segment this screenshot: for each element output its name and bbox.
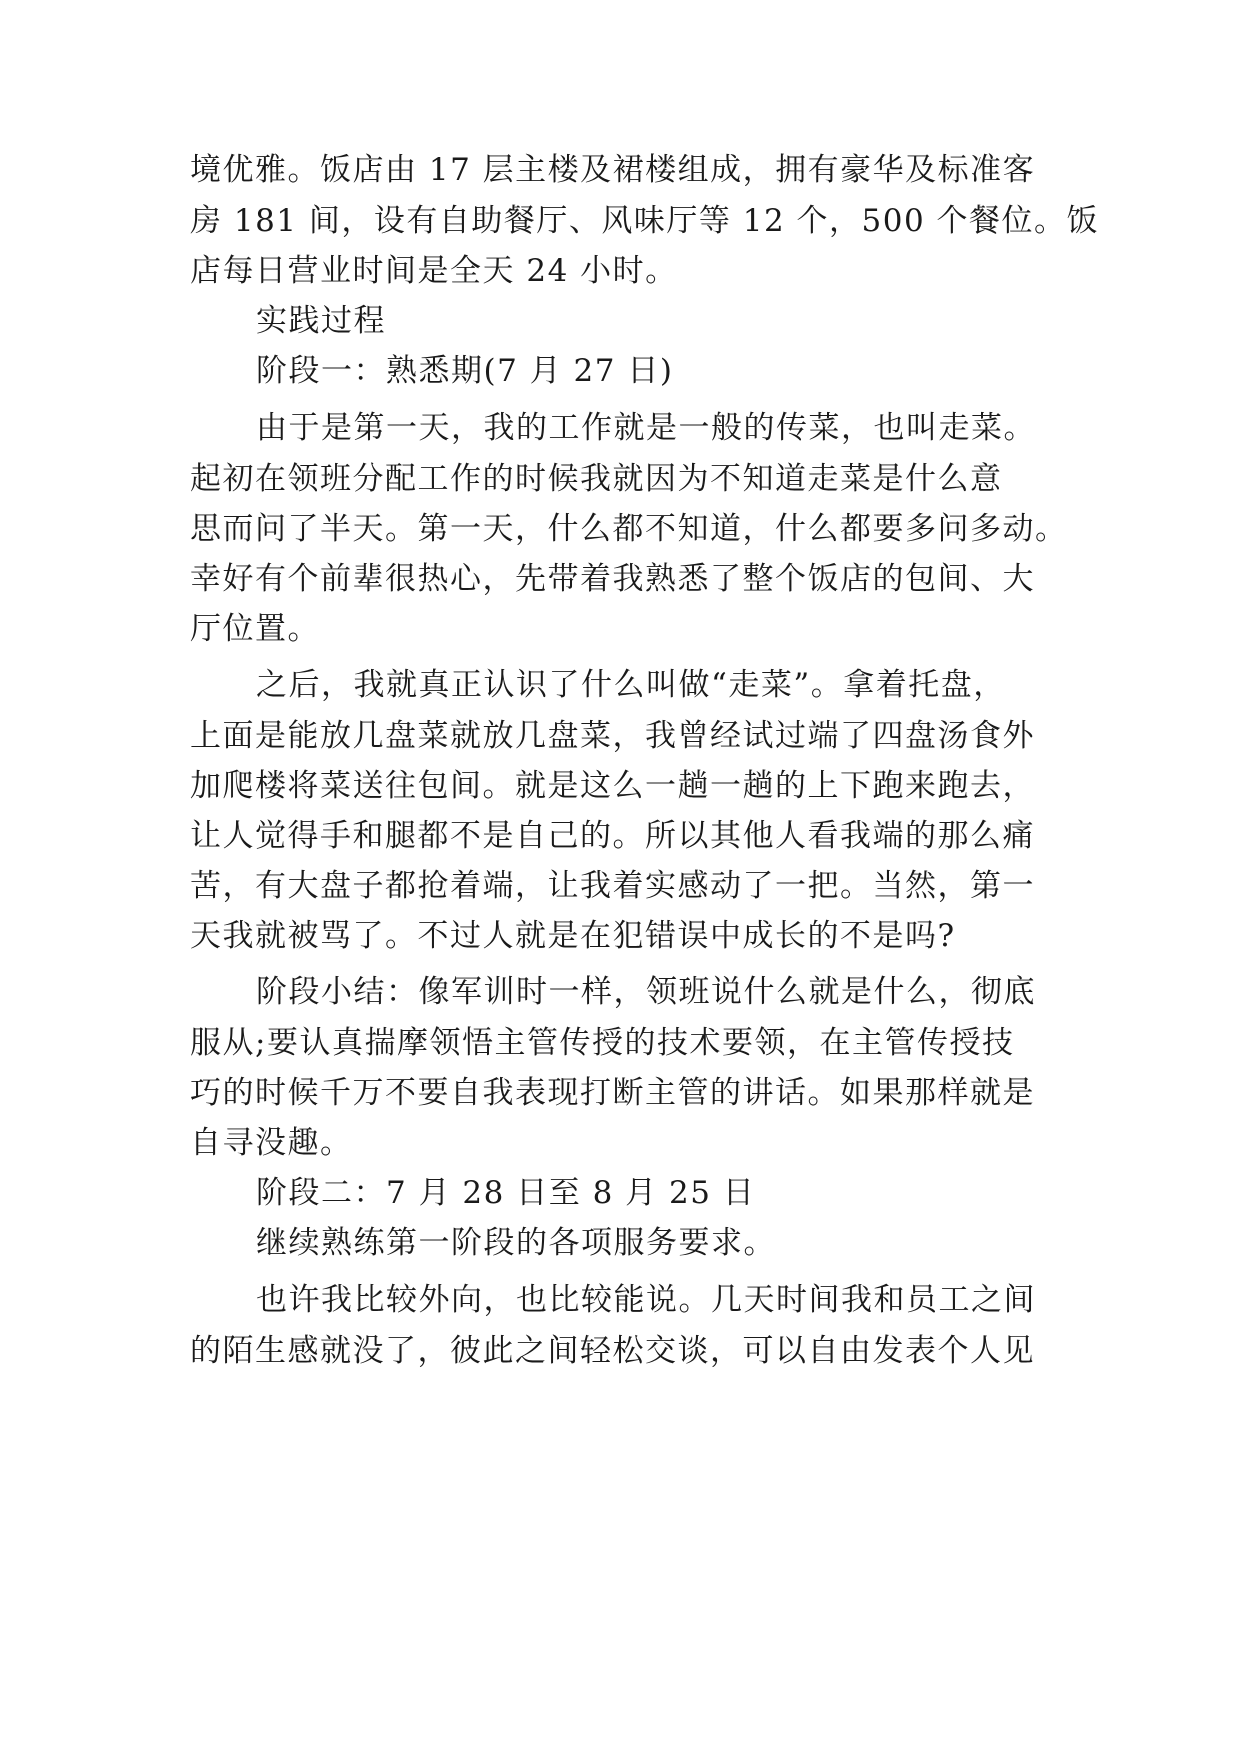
body-text-line: 继续熟练第一阶段的各项服务要求。 [256,1225,776,1261]
body-text-line: 服从;要认真揣摩领悟主管传授的技术要领，在主管传授技 [190,1025,1015,1061]
body-text-line: 起初在领班分配工作的时候我就因为不知道走菜是什么意 [190,461,1003,497]
body-text-line: 境优雅。饭店由 17 层主楼及裙楼组成，拥有豪华及标准客 [190,152,1036,188]
body-text-line: 厅位置。 [190,611,320,647]
body-text-line: 幸好有个前辈很热心，先带着我熟悉了整个饭店的包间、大 [190,561,1035,597]
stage-heading: 阶段二：7 月 28 日至 8 月 25 日 [256,1175,756,1211]
body-text-line: 让人觉得手和腿都不是自己的。所以其他人看我端的那么痛 [190,818,1035,854]
body-text-line: 上面是能放几盘菜就放几盘菜，我曾经试过端了四盘汤食外 [190,718,1035,754]
body-text-line: 由于是第一天，我的工作就是一般的传菜，也叫走菜。 [256,410,1036,446]
body-text-line: 天我就被骂了。不过人就是在犯错误中成长的不是吗? [190,918,956,954]
body-text-line: 房 181 间，设有自助餐厅、风味厅等 12 个，500 个餐位。饭 [190,203,1100,239]
body-text-line: 的陌生感就没了，彼此之间轻松交谈，可以自由发表个人见 [190,1333,1035,1369]
stage-heading: 阶段一：熟悉期(7 月 27 日) [256,353,674,389]
section-heading: 实践过程 [256,303,386,339]
body-text-line: 思而问了半天。第一天，什么都不知道，什么都要多问多动。 [190,511,1068,547]
body-text-line: 巧的时候千万不要自我表现打断主管的讲话。如果那样就是 [190,1075,1035,1111]
body-text-line: 之后，我就真正认识了什么叫做“走菜”。拿着托盘， [256,667,1006,703]
body-text-line: 自寻没趣。 [190,1125,353,1161]
body-text-line: 加爬楼将菜送往包间。就是这么一趟一趟的上下跑来跑去， [190,768,1035,804]
stage-summary-line: 阶段小结：像军训时一样，领班说什么就是什么，彻底 [256,974,1036,1010]
body-text-line: 店每日营业时间是全天 24 小时。 [190,253,678,289]
body-text-line: 也许我比较外向，也比较能说。几天时间我和员工之间 [256,1282,1036,1318]
body-text-line: 苦，有大盘子都抢着端，让我着实感动了一把。当然，第一 [190,868,1035,904]
